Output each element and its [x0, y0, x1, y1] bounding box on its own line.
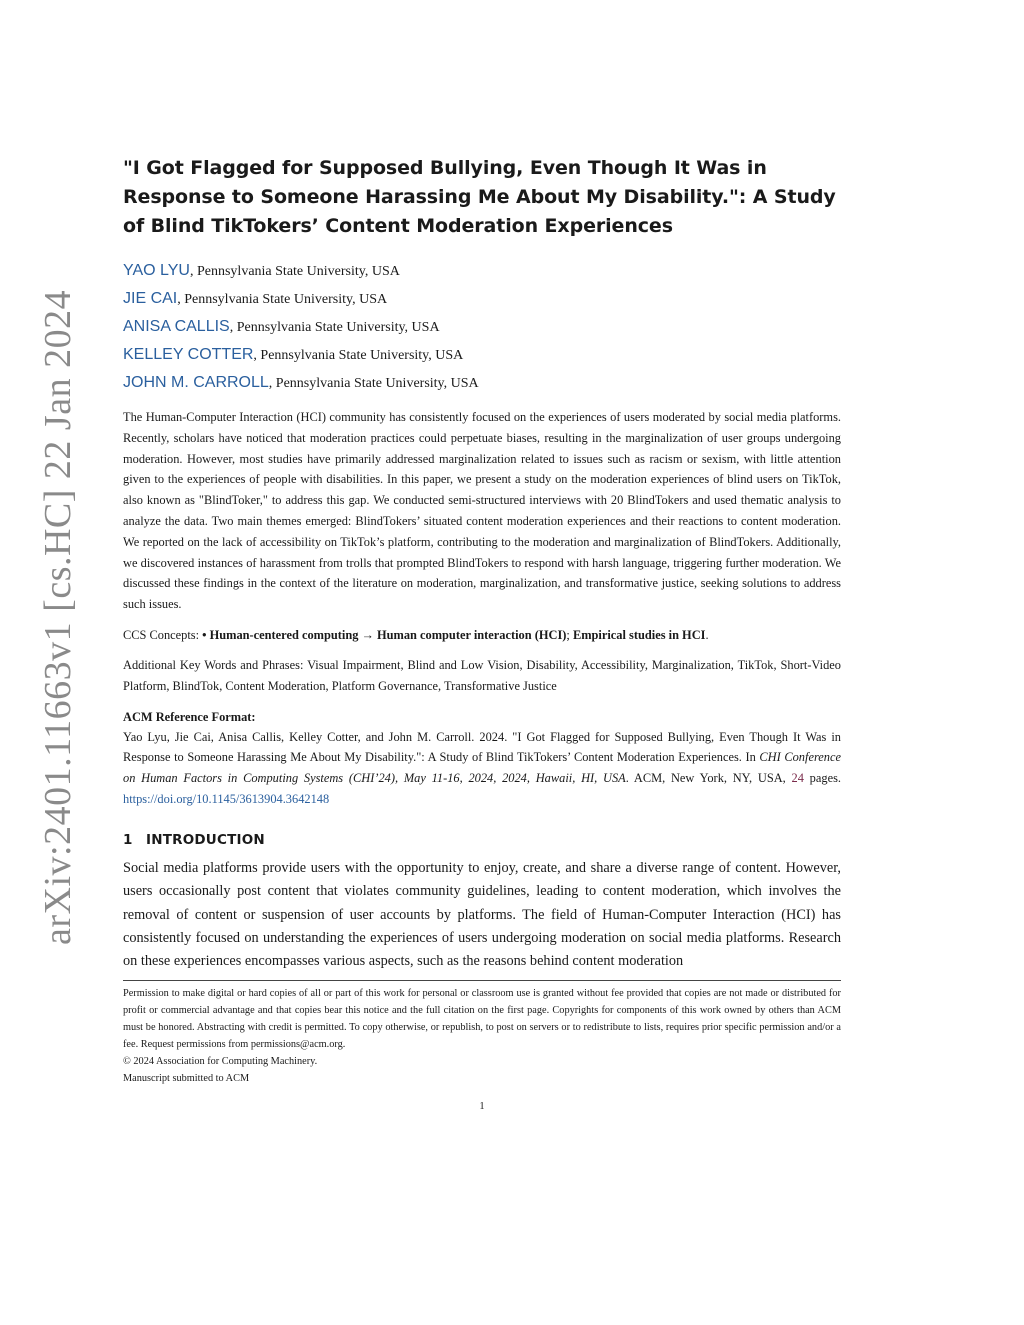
author-entry [123, 313, 841, 341]
section-title: INTRODUCTION [146, 831, 265, 848]
paper-title: "I Got Flagged for Supposed Bullying, Even Though It Was in Response to Someone Harassing Me About My Disability.": A Study of Blind TikTokers’ Content Moderation Experiences [123, 157, 836, 237]
arxiv-identifier-stamp: arXiv:2401.11663v1 [cs.HC] 22 Jan 2024 [37, 289, 79, 945]
author-affiliation: , Pennsylvania State University, USA [189, 264, 400, 279]
keywords: Additional Key Words and Phrases: Visual Impairment, Blind and Low Vision, Disability, Accessibility, Marginalization, TikTok, Short-Video Platform, BlindTok, Content Moderation, Platform Governance, Transformative Justice [123, 657, 841, 693]
ccs-concept-secondary: Empirical studies in HCI [572, 627, 706, 642]
author-entry [123, 369, 841, 397]
doi-link[interactable]: https://doi.org/10.1145/3613904.3642148 [123, 791, 330, 806]
author-affiliation: , Pennsylvania State University, USA [253, 348, 464, 363]
author-entry [123, 257, 841, 285]
author-name-link[interactable]: JOHN M. CARROLL [123, 374, 269, 391]
manuscript-notice: Manuscript submitted to ACM [123, 1072, 250, 1084]
section-number: 1 [123, 831, 133, 848]
reference-format-heading: ACM Reference Format: [123, 709, 256, 724]
author-entry [123, 285, 841, 313]
reference-authors-title: Yao Lyu, Jie Cai, Anisa Callis, Kelley Cotter, and John M. Carroll. 2024. "I Got Flagged for Supposed Bullying, Even Though It Was in Response to Someone Harassing Me About My Disability.": A Study of Blind TikTokers’ Content Moderation Experiences. In [123, 729, 841, 765]
introduction-paragraph: Social media platforms provide users with the opportunity to enjoy, create, and share a diverse range of content. However, users occasionally post content that violates community guidelines, leading to content moderation, which involves the removal of content or suspension of user accounts by platforms. The field of Human-Computer Interaction (HCI) has consistently focused on understanding the experiences of users undergoing moderation on social media platforms. Research on these experiences encompasses various aspects, such as the reasons behind content moderation [123, 859, 841, 970]
footnote-divider [123, 980, 841, 981]
reference-page-count-link[interactable]: 24 [791, 771, 804, 786]
ccs-separator: ; [566, 627, 573, 642]
reference-format-text [123, 727, 841, 810]
reference-publisher: . ACM, New York, NY, USA, [625, 771, 792, 786]
ccs-end: . [705, 627, 709, 642]
ccs-concepts [123, 625, 841, 645]
author-name-link[interactable]: YAO LYU [123, 262, 190, 279]
paper-first-page [123, 154, 841, 1087]
abstract: The Human-Computer Interaction (HCI) community has consistently focused on the experiences of users moderated by social media platforms. Recently, scholars have noticed that moderation practices could perpetuate biases, resulting in the marginalization of user groups undergoing moderation. However, most studies have primarily addressed marginalization related to issues such as racism or sexism, with little attention given to the experiences of people with disabilities. In this paper, we present a study on the moderation experiences of blind users on TikTok, also known as "BlindToker," to address this gap. We conducted semi-structured interviews with 20 BlindTokers and used thematic analysis to analyze the data. Two main themes emerged: BlindTokers’ situated content moderation experiences and their reactions to content moderation. We reported on the lack of accessibility on TikTok’s platform, contributing to the moderation and marginalization of BlindTokers. Additionally, we discovered instances of harassment from trolls that prompted BlindTokers to respond with harsh language, triggering further moderation. We discussed these findings in the context of the literature on moderation, marginalization, and transformative justice, seeking solutions to address such issues. [123, 410, 841, 612]
author-name-link[interactable]: JIE CAI [123, 290, 178, 307]
ccs-concept-primary: • Human-centered computing → Human computer interaction (HCI) [202, 627, 567, 642]
author-name-link[interactable]: ANISA CALLIS [123, 318, 230, 335]
copyright-notice: © 2024 Association for Computing Machinery. [123, 1055, 318, 1067]
author-name-link[interactable]: KELLEY COTTER [123, 346, 254, 363]
author-affiliation: , Pennsylvania State University, USA [229, 320, 440, 335]
author-list [123, 257, 841, 397]
ccs-label: CCS Concepts: [123, 627, 203, 642]
author-affiliation: , Pennsylvania State University, USA [268, 376, 479, 391]
permission-notice: Permission to make digital or hard copies of all or part of this work for personal or classroom use is granted without fee provided that copies are not made or distributed for profit or commercial advantage and that copies bear this notice and the full citation on the first page. Copyrights for components of this work owned by others than ACM must be honored. Abstracting with credit is permitted. To copy otherwise, or republish, to post on servers or to redistribute to lists, requires prior specific permission and/or a fee. Request permissions from permissions@acm.org. [123, 987, 841, 1050]
reference-venue: CHI Conference on Human Factors in Computing Systems (CHI’24), May 11-16, 2024, 2024, Hawaii, HI, USA [123, 750, 842, 786]
page-number: 1 [479, 1101, 485, 1112]
reference-pages-suffix: pages. [803, 771, 841, 786]
author-affiliation: , Pennsylvania State University, USA [177, 292, 388, 307]
section-heading-introduction [123, 830, 841, 850]
author-entry [123, 341, 841, 369]
